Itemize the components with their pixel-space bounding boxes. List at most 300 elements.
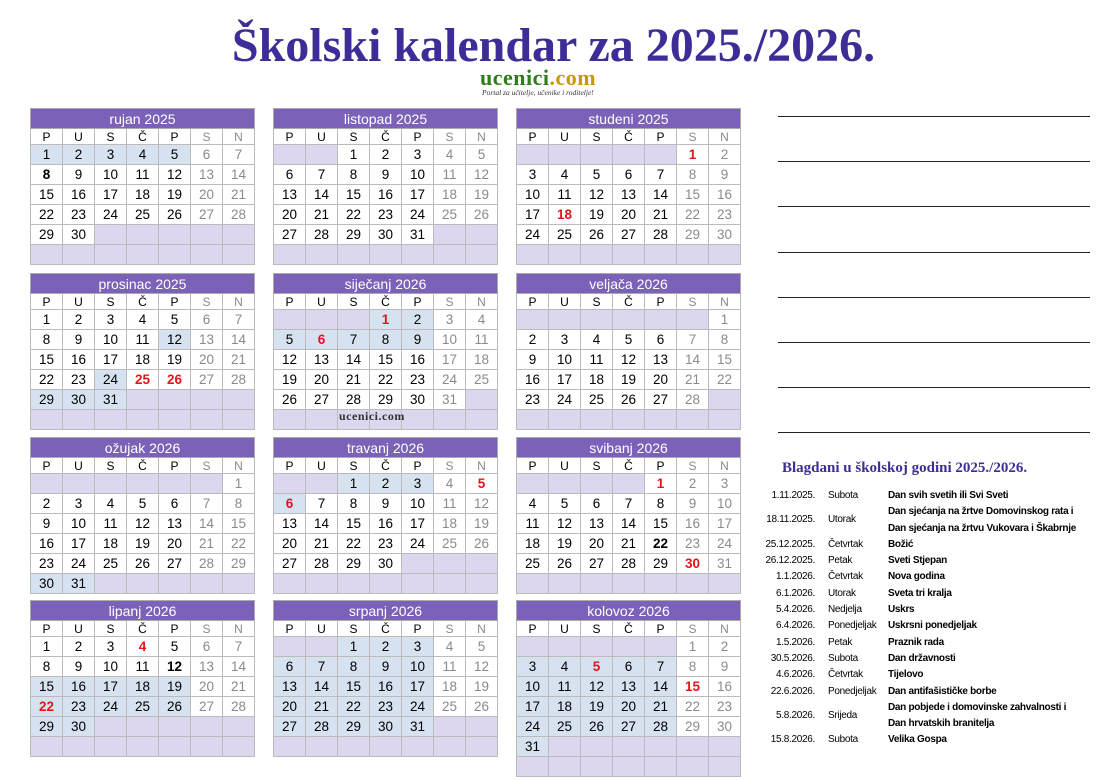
month-title: srpanj 2026 [274,601,498,621]
empty-cell [466,717,498,737]
weekday-header: S [95,294,127,310]
empty-cell [191,574,223,594]
day-cell: 28 [223,697,255,717]
note-line [778,206,1090,207]
day-cell: 15 [31,185,63,205]
empty-cell [159,410,191,430]
day-cell: 5 [549,494,581,514]
weekday-header: Č [127,294,159,310]
empty-cell [306,474,338,494]
holiday-date: 6.4.2026. [775,620,815,632]
day-cell: 17 [402,677,434,697]
logo-text: ucenici.com [480,65,597,90]
day-cell: 20 [274,205,306,225]
day-cell: 23 [709,697,741,717]
day-cell: 16 [517,370,549,390]
day-cell: 28 [306,225,338,245]
holiday-name [888,553,947,569]
day-cell: 12 [127,514,159,534]
weekday-header: S [677,458,709,474]
empty-cell [434,574,466,594]
empty-cell [466,574,498,594]
empty-cell [223,245,255,265]
empty-cell [274,637,306,657]
holiday-name-line: Dan pobjede i domovinske zahvalnosti i [888,701,1067,713]
empty-cell [517,574,549,594]
day-cell: 12 [159,330,191,350]
day-cell: 9 [402,330,434,350]
day-cell: 27 [191,697,223,717]
weekday-header: S [434,129,466,145]
day-cell: 12 [613,350,645,370]
day-cell: 14 [677,350,709,370]
empty-cell [402,574,434,594]
day-cell: 6 [581,494,613,514]
empty-cell [645,574,677,594]
empty-cell [434,737,466,757]
empty-cell [127,474,159,494]
weekday-header: P [31,621,63,637]
day-cell: 30 [677,554,709,574]
note-line [778,387,1090,388]
day-cell: 3 [95,145,127,165]
month-title: studeni 2025 [517,109,741,129]
day-cell: 19 [159,185,191,205]
holiday-date: 15.8.2026. [770,734,815,746]
empty-cell [370,574,402,594]
weekday-header: P [517,294,549,310]
empty-cell [645,757,677,777]
day-cell: 14 [645,677,677,697]
day-cell: 15 [31,677,63,697]
holiday-name [888,667,923,683]
weekday-header: N [709,129,741,145]
day-cell: 20 [191,350,223,370]
day-cell: 28 [338,390,370,410]
day-cell: 18 [549,697,581,717]
weekday-header: P [159,129,191,145]
empty-cell [517,637,549,657]
day-cell: 22 [31,205,63,225]
empty-cell [645,410,677,430]
day-cell: 19 [466,185,498,205]
empty-cell [645,637,677,657]
day-cell: 18 [95,534,127,554]
day-cell: 27 [159,554,191,574]
holiday-row [760,504,1105,537]
day-cell: 4 [517,494,549,514]
empty-cell [159,737,191,757]
day-cell: 29 [31,390,63,410]
day-cell: 9 [709,657,741,677]
day-cell: 5 [159,637,191,657]
empty-cell [581,737,613,757]
weekday-header: U [63,129,95,145]
day-cell: 19 [581,205,613,225]
month-title: siječanj 2026 [274,274,498,294]
day-cell: 2 [709,637,741,657]
holiday-date: 30.5.2026. [770,652,815,664]
empty-cell [338,310,370,330]
month-calendar [516,600,741,777]
day-cell: 24 [517,225,549,245]
empty-cell [63,410,95,430]
day-cell: 18 [549,205,581,225]
empty-cell [306,737,338,757]
holiday-row [760,684,1105,700]
holiday-name-line: Dan državnosti [888,652,956,664]
day-cell: 27 [306,390,338,410]
weekday-header: P [402,294,434,310]
day-cell: 15 [370,350,402,370]
day-cell: 22 [677,205,709,225]
empty-cell [613,474,645,494]
day-cell: 29 [338,225,370,245]
day-cell: 4 [434,474,466,494]
day-cell: 2 [370,637,402,657]
empty-cell [370,737,402,757]
day-cell: 20 [613,205,645,225]
empty-cell [549,637,581,657]
day-cell: 27 [274,225,306,245]
day-cell: 29 [223,554,255,574]
day-cell: 15 [338,514,370,534]
day-cell: 23 [709,205,741,225]
day-cell: 20 [274,534,306,554]
day-cell: 4 [127,310,159,330]
empty-cell [517,757,549,777]
day-cell: 21 [223,185,255,205]
weekday-header: P [274,129,306,145]
month-title: lipanj 2026 [31,601,255,621]
holiday-name [888,586,952,602]
day-cell: 20 [191,185,223,205]
day-cell: 12 [159,165,191,185]
day-cell: 9 [370,165,402,185]
holiday-row [760,602,1105,618]
month-calendar [30,437,255,594]
day-cell: 8 [370,330,402,350]
empty-cell [466,737,498,757]
holiday-row [760,667,1105,683]
day-cell: 2 [402,310,434,330]
holiday-name [888,488,1008,504]
day-cell: 14 [613,514,645,534]
weekday-header: P [517,621,549,637]
empty-cell [306,574,338,594]
weekday-header: S [581,458,613,474]
day-cell: 2 [677,474,709,494]
day-cell: 13 [191,330,223,350]
day-cell: 8 [645,494,677,514]
weekday-header: U [549,129,581,145]
empty-cell [645,310,677,330]
day-cell: 12 [274,350,306,370]
day-cell: 15 [31,350,63,370]
holiday-name-line: Praznik rada [888,636,944,648]
empty-cell [677,310,709,330]
weekday-header: U [549,621,581,637]
empty-cell [581,757,613,777]
empty-cell [466,245,498,265]
holidays-list [760,488,1105,749]
day-cell: 24 [434,370,466,390]
holiday-date: 6.1.2026. [775,587,815,599]
day-cell: 26 [159,697,191,717]
empty-cell [223,737,255,757]
empty-cell [517,310,549,330]
day-cell: 4 [127,145,159,165]
day-cell: 10 [402,494,434,514]
day-cell: 11 [434,494,466,514]
day-cell: 3 [95,310,127,330]
month-title: travanj 2026 [274,438,498,458]
empty-cell [159,474,191,494]
day-cell: 17 [95,185,127,205]
day-cell: 13 [274,514,306,534]
day-cell: 16 [370,514,402,534]
day-cell: 4 [434,637,466,657]
day-cell: 1 [370,310,402,330]
holiday-name-line: Dan antifašističke borbe [888,685,997,697]
day-cell: 9 [63,330,95,350]
weekday-header: S [191,458,223,474]
day-cell: 26 [581,225,613,245]
day-cell: 29 [31,225,63,245]
empty-cell [306,145,338,165]
day-cell: 20 [645,370,677,390]
day-cell: 8 [338,165,370,185]
day-cell: 12 [581,185,613,205]
holiday-name [888,651,955,667]
weekday-header: U [549,294,581,310]
day-cell: 4 [466,310,498,330]
day-cell: 1 [223,474,255,494]
weekday-header: P [517,129,549,145]
empty-cell [127,717,159,737]
empty-cell [338,737,370,757]
day-cell: 8 [677,165,709,185]
day-cell: 31 [709,554,741,574]
day-cell: 22 [31,697,63,717]
holiday-weekday: Subota [828,652,858,664]
holiday-row [760,618,1105,634]
day-cell: 5 [581,657,613,677]
empty-cell [549,737,581,757]
day-cell: 11 [127,165,159,185]
weekday-header: P [645,458,677,474]
day-cell: 16 [370,185,402,205]
day-cell: 24 [95,205,127,225]
day-cell: 3 [549,330,581,350]
day-cell: 9 [370,657,402,677]
holiday-weekday: Petak [828,555,853,567]
day-cell: 21 [191,534,223,554]
day-cell: 31 [402,225,434,245]
empty-cell [127,225,159,245]
day-cell: 22 [338,697,370,717]
weekday-header: N [709,458,741,474]
day-cell: 15 [645,514,677,534]
weekday-header: P [274,294,306,310]
weekday-header: P [402,621,434,637]
day-cell: 16 [402,350,434,370]
day-cell: 17 [517,697,549,717]
day-cell: 24 [95,370,127,390]
day-cell: 20 [159,534,191,554]
day-cell: 10 [517,185,549,205]
day-cell: 12 [466,657,498,677]
day-cell: 16 [63,185,95,205]
empty-cell [517,145,549,165]
weekday-header: N [466,458,498,474]
holiday-weekday: Srijeda [828,709,858,721]
day-cell: 25 [549,717,581,737]
day-cell: 18 [581,370,613,390]
holiday-row [760,553,1105,569]
day-cell: 26 [159,370,191,390]
day-cell: 8 [338,657,370,677]
day-cell: 6 [274,657,306,677]
weekday-header: N [466,621,498,637]
day-cell: 27 [613,717,645,737]
empty-cell [517,410,549,430]
weekday-header: P [402,458,434,474]
day-cell: 13 [613,677,645,697]
day-cell: 22 [645,534,677,554]
day-cell: 14 [306,514,338,534]
empty-cell [95,225,127,245]
day-cell: 16 [63,350,95,370]
empty-cell [274,410,306,430]
day-cell: 21 [645,205,677,225]
empty-cell [159,574,191,594]
holiday-name [888,700,1066,733]
day-cell: 23 [370,205,402,225]
day-cell: 19 [466,514,498,534]
day-cell: 29 [338,554,370,574]
weekday-header: Č [370,294,402,310]
day-cell: 15 [338,185,370,205]
day-cell: 7 [223,310,255,330]
day-cell: 28 [191,554,223,574]
weekday-header: P [645,129,677,145]
empty-cell [466,390,498,410]
holiday-name-line: Sveta tri kralja [888,587,952,599]
day-cell: 20 [613,697,645,717]
holiday-weekday: Utorak [828,587,856,599]
day-cell: 9 [517,350,549,370]
day-cell: 14 [306,677,338,697]
day-cell: 7 [223,637,255,657]
day-cell: 7 [191,494,223,514]
day-cell: 3 [402,145,434,165]
day-cell: 10 [434,330,466,350]
month-calendar [30,600,255,757]
day-cell: 1 [677,637,709,657]
weekday-header: P [645,294,677,310]
empty-cell [95,717,127,737]
day-cell: 25 [434,534,466,554]
day-cell: 4 [127,637,159,657]
empty-cell [517,474,549,494]
day-cell: 18 [127,677,159,697]
holiday-date: 1.1.2026. [775,571,815,583]
holiday-name-line: Tijelovo [888,669,924,681]
day-cell: 16 [709,677,741,697]
weekday-header: Č [127,621,159,637]
day-cell: 23 [677,534,709,554]
day-cell: 23 [517,390,549,410]
day-cell: 21 [338,370,370,390]
day-cell: 6 [613,657,645,677]
day-cell: 17 [95,677,127,697]
day-cell: 4 [95,494,127,514]
empty-cell [613,637,645,657]
holiday-name [888,684,996,700]
day-cell: 28 [677,390,709,410]
day-cell: 13 [159,514,191,534]
day-cell: 1 [338,637,370,657]
day-cell: 8 [31,657,63,677]
day-cell: 1 [709,310,741,330]
day-cell: 19 [159,677,191,697]
day-cell: 9 [63,165,95,185]
holiday-weekday: Ponedjeljak [828,685,877,697]
holiday-name-line: Nova godina [888,571,945,583]
holiday-weekday: Četvrtak [828,571,863,583]
empty-cell [517,245,549,265]
day-cell: 12 [159,657,191,677]
empty-cell [31,737,63,757]
weekday-header: U [63,294,95,310]
day-cell: 24 [709,534,741,554]
day-cell: 30 [370,554,402,574]
day-cell: 2 [63,310,95,330]
empty-cell [434,225,466,245]
empty-cell [191,717,223,737]
empty-cell [191,737,223,757]
weekday-header: P [159,621,191,637]
day-cell: 30 [709,717,741,737]
day-cell: 6 [274,494,306,514]
day-cell: 10 [95,165,127,185]
empty-cell [159,717,191,737]
holiday-name-line: Velika Gospa [888,734,947,746]
day-cell: 20 [306,370,338,390]
holiday-date: 5.4.2026. [775,604,815,616]
day-cell: 6 [191,310,223,330]
weekday-header: S [434,621,466,637]
empty-cell [63,245,95,265]
day-cell: 3 [95,637,127,657]
day-cell: 2 [709,145,741,165]
day-cell: 25 [95,554,127,574]
day-cell: 16 [370,677,402,697]
day-cell: 20 [191,677,223,697]
day-cell: 10 [517,677,549,697]
day-cell: 12 [549,514,581,534]
day-cell: 24 [402,534,434,554]
weekday-header: S [677,129,709,145]
empty-cell [645,737,677,757]
note-line [778,161,1090,162]
empty-cell [581,637,613,657]
weekday-header: U [306,129,338,145]
day-cell: 11 [581,350,613,370]
weekday-header: Č [613,458,645,474]
day-cell: 18 [434,514,466,534]
